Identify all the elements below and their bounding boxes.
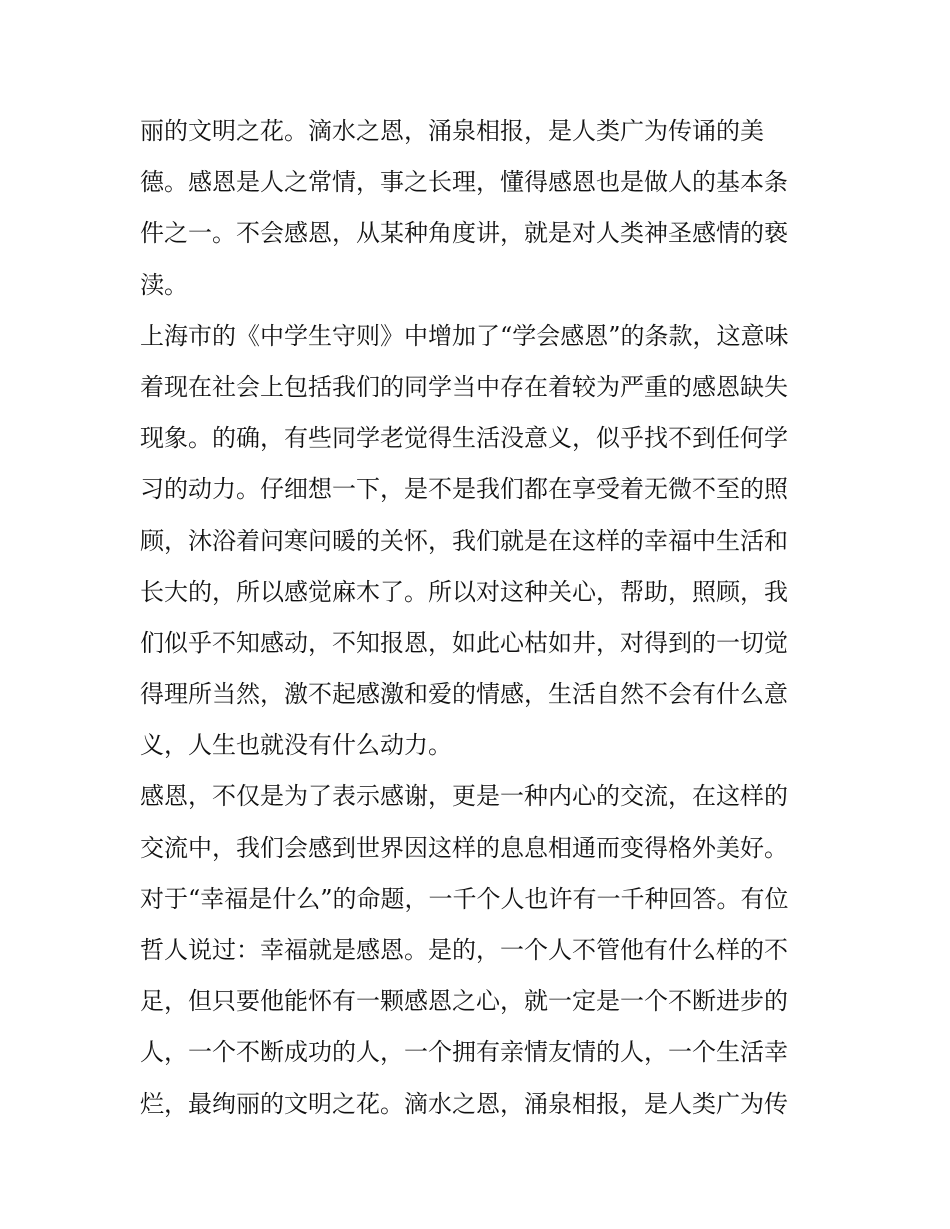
text-line: 足，但只要他能怀有一颗感恩之心，就一定是一个不断进步的	[140, 987, 788, 1016]
text-line: 义，人生也就没有什么动力。	[140, 731, 452, 760]
text-line: 习的动力。仔细想一下，是不是我们都在享受着无微不至的照	[140, 475, 788, 504]
text-line: 感恩，不仅是为了表示感谢，更是一种内心的交流，在这样的	[140, 782, 788, 811]
text-line: 丽的文明之花。滴水之恩，涌泉相报，是人类广为传诵的美	[140, 117, 764, 145]
text-line: 们似乎不知感动，不知报恩，如此心枯如井，对得到的一切觉	[140, 628, 788, 657]
text-line: 件之一。不会感恩，从某种角度讲，就是对人类神圣感情的亵	[140, 219, 788, 248]
text-line: 长大的，所以感觉麻木了。所以对这种关心，帮助，照顾，我	[140, 577, 788, 606]
text-line: 渎。	[140, 270, 188, 299]
text-line: 交流中，我们会感到世界因这样的息息相通而变得格外美好。	[140, 833, 788, 862]
text-line: 得理所当然，激不起感激和爱的情感，生活自然不会有什么意	[140, 680, 788, 709]
text-line: 人，一个不断成功的人，一个拥有亲情友情的人，一个生活幸	[140, 1038, 788, 1067]
text-line: 着现在社会上包括我们的同学当中存在着较为严重的感恩缺失	[140, 372, 788, 401]
text-line: 对于“幸福是什么”的命题，一千个人也许有一千种回答。有位	[140, 884, 789, 913]
text-line: 顾，沐浴着问寒问暖的关怀，我们就是在这样的幸福中生活和	[140, 526, 788, 555]
text-line: 烂，最绚丽的文明之花。滴水之恩，涌泉相报，是人类广为传	[140, 1089, 788, 1118]
text-line: 上海市的《中学生守则》中增加了“学会感恩”的条款，这意味	[140, 321, 789, 350]
document-text	[140, 106, 812, 1130]
text-line: 现象。的确，有些同学老觉得生活没意义，似乎找不到任何学	[140, 424, 788, 453]
text-line: 德。感恩是人之常情，事之长理，懂得感恩也是做人的基本条	[140, 168, 788, 197]
text-line: 哲人说过：幸福就是感恩。是的，一个人不管他有什么样的不	[140, 936, 788, 964]
